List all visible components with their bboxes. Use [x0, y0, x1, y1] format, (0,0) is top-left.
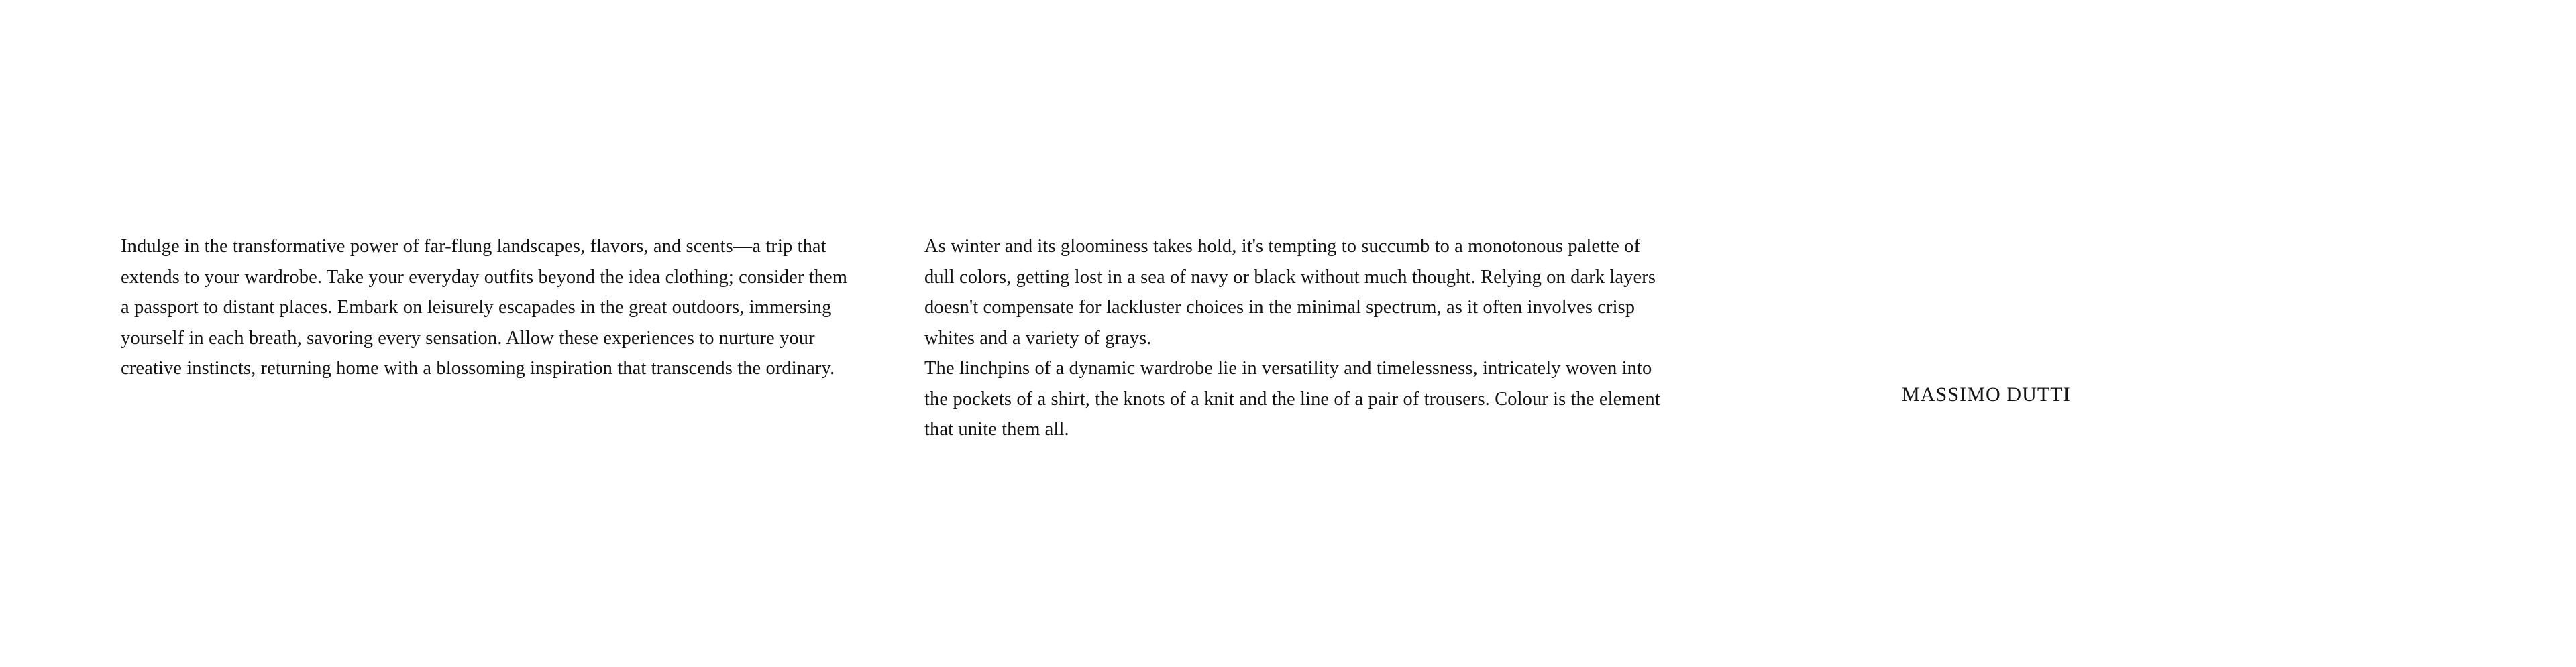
middle-text-column — [924, 231, 1669, 445]
paragraph: As winter and its gloominess takes hold, it's tempting to succumb to a monotonous palette of dull colors, getting lost in a sea of navy or black without much thought. Relying on dark layers doesn't compensate for lackluster choices in the minimal spectrum, as it often involves crisp whites and a variety of grays. — [924, 236, 1656, 349]
paragraph: Indulge in the transformative power of far-flung landscapes, flavors, and scents—a trip that extends to your wardrobe. Take your everyday outfits beyond the idea clothing; consider them a passport to distant places. Embark on leisurely escapades in the great outdoors, immersing yourself in each breath, savoring every sensation. Allow these experiences to nurture your creative instincts, returning home with a blossoming inspiration that transcends the ordinary. — [121, 236, 848, 379]
brand-wordmark: MASSIMO DUTTI — [1902, 383, 2071, 406]
left-text-column — [121, 231, 852, 384]
paragraph: The linchpins of a dynamic wardrobe lie in versatility and timelessness, intricately woven into the pockets of a shirt, the knots of a knit and the line of a pair of trousers. Colour is the element that unite them all. — [924, 358, 1660, 440]
